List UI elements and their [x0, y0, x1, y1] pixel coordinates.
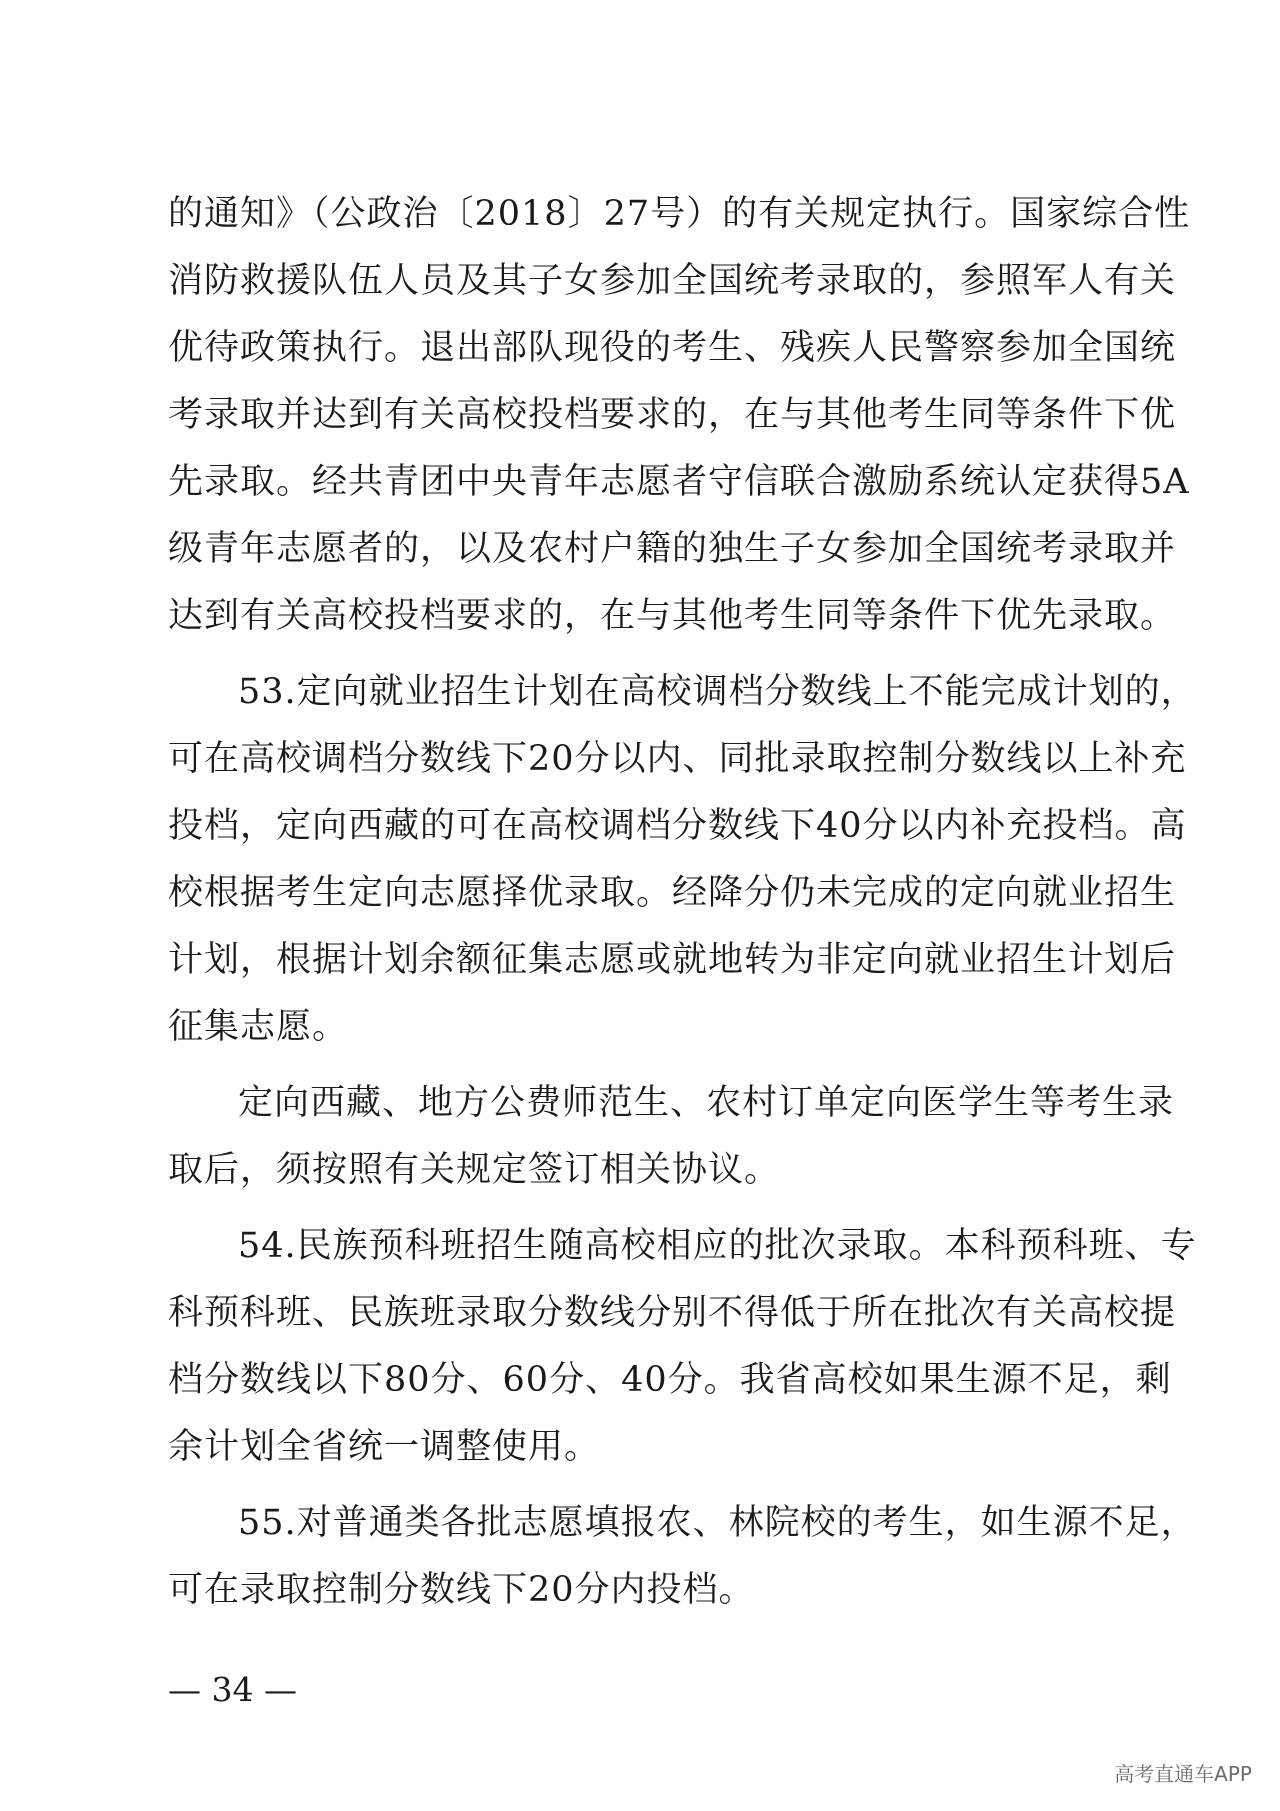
- body-line: 档分数线以下80分、60分、40分。我省高校如果生源不足，剩: [168, 1360, 1172, 1400]
- body-line: 考录取并达到有关高校投档要求的，在与其他考生同等条件下优: [168, 395, 1177, 435]
- body-line: 科预科班、民族班录取分数线分别不得低于所在批次有关高校提: [168, 1293, 1177, 1333]
- body-line: 消防救援队伍人员及其子女参加全国统考录取的，参照军人有关: [168, 261, 1177, 301]
- body-line: 可在高校调档分数线下20分以内、同批录取控制分数线以上补充: [168, 739, 1187, 779]
- body-line: 的通知》（公政治〔2018〕27号）的有关规定执行。国家综合性: [168, 194, 1191, 234]
- body-line: 级青年志愿者的，以及农村户籍的独生子女参加全国统考录取并: [168, 529, 1177, 569]
- body-line: 投档，定向西藏的可在高校调档分数线下40分以内补充投档。高: [168, 806, 1187, 846]
- page-number: — 34 —: [168, 1670, 297, 1709]
- body-line: 校根据考生定向志愿择优录取。经降分仍未完成的定向就业招生: [168, 873, 1177, 913]
- body-line: 53.定向就业招生计划在高校调档分数线上不能完成计划的，: [238, 672, 1197, 712]
- watermark: 高考直通车APP: [1114, 1762, 1252, 1786]
- body-line: 达到有关高校投档要求的，在与其他考生同等条件下优先录取。: [168, 596, 1177, 636]
- body-line: 先录取。经共青团中央青年志愿者守信联合激励系统认定获得5A: [168, 462, 1190, 502]
- body-line: 54.民族预科班招生随高校相应的批次录取。本科预科班、专: [238, 1226, 1197, 1266]
- body-line: 计划，根据计划余额征集志愿或就地转为非定向就业招生计划后: [168, 940, 1177, 980]
- body-line: 55.对普通类各批志愿填报农、林院校的考生，如生源不足，: [238, 1503, 1197, 1543]
- body-line: 优待政策执行。退出部队现役的考生、残疾人民警察参加全国统: [168, 328, 1177, 368]
- body-line: 征集志愿。: [168, 1007, 349, 1047]
- body-line: 可在录取控制分数线下20分内投档。: [168, 1570, 755, 1610]
- body-line: 取后，须按照有关规定签订相关协议。: [168, 1150, 781, 1190]
- body-line: 余计划全省统一调整使用。: [168, 1427, 601, 1467]
- body-line: 定向西藏、地方公费师范生、农村订单定向医学生等考生录: [238, 1083, 1175, 1123]
